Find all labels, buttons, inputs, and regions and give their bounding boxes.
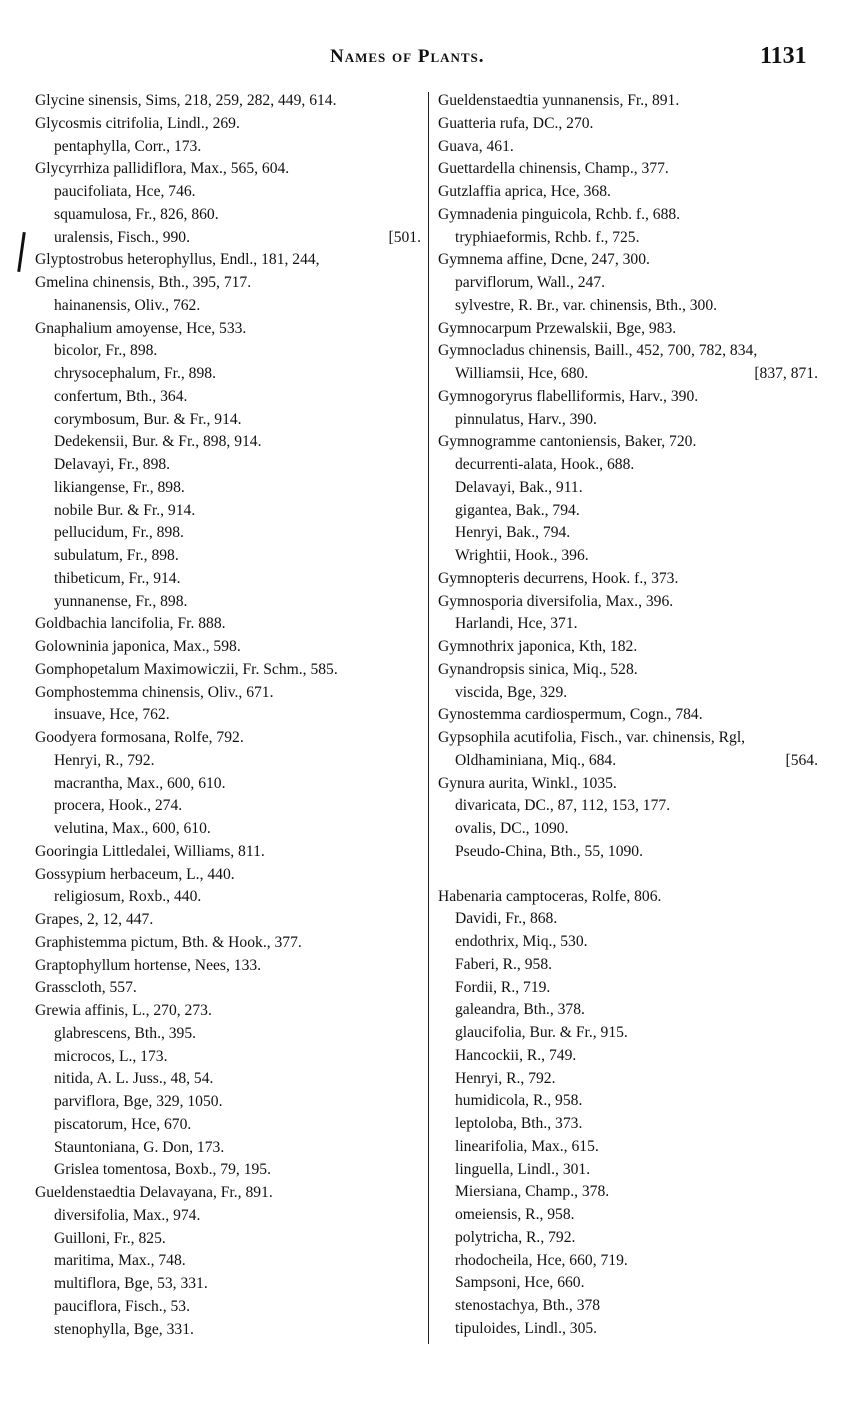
entry-text: religiosum, Roxb., 440. xyxy=(54,888,202,906)
index-subentry xyxy=(35,1296,421,1319)
index-subentry xyxy=(35,704,421,727)
index-subentry xyxy=(35,363,421,386)
entry-text: hainanensis, Oliv., 762. xyxy=(54,296,201,314)
entry-text: squamulosa, Fr., 826, 860. xyxy=(54,205,219,223)
entry-text: Guettardella chinensis, Champ., 377. xyxy=(438,160,669,178)
index-subentry xyxy=(35,1159,421,1182)
index-entry xyxy=(438,158,818,181)
entry-text: Gymnopteris decurrens, Hook. f., 373. xyxy=(438,569,679,587)
entry-text: endothrix, Miq., 530. xyxy=(455,933,588,950)
index-entry xyxy=(35,113,421,136)
entry-text: leptoloba, Bth., 373. xyxy=(455,1115,583,1132)
index-subentry xyxy=(438,908,818,931)
index-subentry xyxy=(438,818,818,841)
index-entry xyxy=(438,249,818,272)
entry-text: Henryi, Bak., 794. xyxy=(455,524,571,542)
index-entry xyxy=(35,727,421,750)
entry-text: Habenaria camptoceras, Rolfe, 806. xyxy=(438,887,662,905)
entry-text: Gymnothrix japonica, Kth, 182. xyxy=(438,638,638,655)
index-entry xyxy=(35,841,421,864)
margin-pencil-mark xyxy=(17,232,26,272)
entry-text: Golowninia japonica, Max., 598. xyxy=(35,638,241,655)
section-gap xyxy=(438,864,818,886)
entry-text: Gomphostemma chinensis, Oliv., 671. xyxy=(35,683,274,701)
index-subentry xyxy=(438,795,818,818)
entry-text: Graphistemma pictum, Bth. & Hook., 377. xyxy=(35,933,302,951)
index-subentry xyxy=(35,522,421,545)
index-subentry xyxy=(35,795,421,818)
entry-text: piscatorum, Hce, 670. xyxy=(54,1115,192,1133)
entry-text: sylvestre, R. Br., var. chinensis, Bth., 300. xyxy=(455,296,718,314)
page-header xyxy=(0,43,850,76)
entry-text: parviflora, Bge, 329, 1050. xyxy=(54,1093,223,1110)
entry-text: Dedekensii, Bur. & Fr., 898, 914. xyxy=(54,433,262,451)
entry-text: pentaphylla, Corr., 173. xyxy=(54,137,202,155)
index-entry xyxy=(438,318,818,341)
continuation-pages: [564. xyxy=(785,751,818,769)
index-subentry xyxy=(35,386,421,409)
index-subentry xyxy=(438,522,818,545)
index-subentry xyxy=(438,613,818,636)
index-subentry xyxy=(438,363,818,386)
index-entry xyxy=(438,727,818,750)
entry-text: Henryi, R., 792. xyxy=(54,751,155,769)
index-subentry xyxy=(35,1273,421,1296)
entry-text: Miersiana, Champ., 378. xyxy=(455,1183,610,1201)
index-subentry xyxy=(35,1046,421,1069)
index-column-left xyxy=(35,90,421,1341)
entry-text: Gypsophila acutifolia, Fisch., var. chinensis, Rgl, xyxy=(438,729,746,746)
entry-text: pauciflora, Fisch., 53. xyxy=(54,1297,190,1315)
entry-text: chrysocephalum, Fr., 898. xyxy=(54,365,216,382)
continuation-pages: [837, 871. xyxy=(754,365,818,382)
entry-text: nitida, A. L. Juss., 48, 54. xyxy=(54,1070,214,1088)
entry-text: decurrenti-alata, Hook., 688. xyxy=(455,456,635,473)
index-subentry xyxy=(438,1113,818,1136)
index-entry xyxy=(438,386,818,409)
index-entry xyxy=(35,158,421,181)
index-subentry xyxy=(438,454,818,477)
entry-text: Gynura aurita, Winkl., 1035. xyxy=(438,774,617,792)
index-subentry xyxy=(438,1318,818,1341)
entry-text: rhodocheila, Hce, 660, 719. xyxy=(455,1251,628,1269)
index-subentry xyxy=(438,477,818,500)
index-entry xyxy=(35,249,421,272)
index-subentry xyxy=(35,477,421,500)
entry-text: Stauntoniana, G. Don, 173. xyxy=(54,1138,225,1156)
index-entry xyxy=(438,90,818,113)
entry-text: macrantha, Max., 600, 610. xyxy=(54,774,226,792)
entry-text: tryphiaeformis, Rchb. f., 725. xyxy=(455,228,640,246)
entry-text: Glycosmis citrifolia, Lindl., 269. xyxy=(35,114,240,132)
index-subentry xyxy=(438,931,818,954)
entry-text: pinnulatus, Harv., 390. xyxy=(455,410,597,428)
index-subentry xyxy=(438,1227,818,1250)
index-subentry xyxy=(438,1272,818,1295)
index-subentry xyxy=(438,1068,818,1091)
entry-text: ovalis, DC., 1090. xyxy=(455,820,569,837)
entry-text: linguella, Lindl., 301. xyxy=(455,1160,591,1178)
entry-text: thibeticum, Fr., 914. xyxy=(54,569,181,587)
entry-text: corymbosum, Bur. & Fr., 914. xyxy=(54,410,242,428)
entry-text: stenophylla, Bge, 331. xyxy=(54,1320,194,1338)
index-subentry xyxy=(438,545,818,568)
entry-text: viscida, Bge, 329. xyxy=(455,683,568,701)
index-entry xyxy=(35,613,421,636)
index-subentry xyxy=(35,431,421,454)
entry-text: Henryi, R., 792. xyxy=(455,1069,556,1087)
index-subentry xyxy=(35,818,421,841)
index-subentry xyxy=(438,1295,818,1318)
entry-text: divaricata, DC., 87, 112, 153, 177. xyxy=(455,797,671,815)
index-entry xyxy=(35,636,421,659)
index-subentry xyxy=(35,409,421,432)
entry-text: Gueldenstaedtia Delavayana, Fr., 891. xyxy=(35,1184,273,1201)
entry-text: gigantea, Bak., 794. xyxy=(455,501,580,519)
entry-text: tipuloides, Lindl., 305. xyxy=(455,1319,598,1337)
index-entry xyxy=(35,864,421,887)
index-subentry xyxy=(438,500,818,523)
index-subentry xyxy=(35,1137,421,1160)
index-subentry xyxy=(35,500,421,523)
entry-text: pellucidum, Fr., 898. xyxy=(54,524,184,542)
index-subentry xyxy=(35,1205,421,1228)
entry-text: maritima, Max., 748. xyxy=(54,1252,186,1270)
running-title: Names of Plants. xyxy=(330,46,485,67)
entry-text: Grewia affinis, L., 270, 273. xyxy=(35,1002,212,1019)
entry-text: Gooringia Littledalei, Williams, 811. xyxy=(35,842,265,860)
continuation-pages: [501. xyxy=(388,228,421,246)
index-subentry xyxy=(438,1181,818,1204)
index-subentry xyxy=(438,1136,818,1159)
entry-text: likiangense, Fr., 898. xyxy=(54,478,185,496)
entry-text: Faberi, R., 958. xyxy=(455,955,553,973)
entry-text: Grasscloth, 557. xyxy=(35,979,137,997)
index-subentry xyxy=(35,1319,421,1342)
entry-text: Gymnosporia diversifolia, Max., 396. xyxy=(438,592,674,610)
entry-text: Wrightii, Hook., 396. xyxy=(455,547,589,564)
entry-text: insuave, Hce, 762. xyxy=(54,706,170,724)
index-subentry xyxy=(438,295,818,318)
index-entry xyxy=(438,113,818,136)
entry-text: Gymnadenia pinguicola, Rchb. f., 688. xyxy=(438,205,681,223)
entry-text: Grislea tomentosa, Boxb., 79, 195. xyxy=(54,1161,271,1179)
entry-text: Gmelina chinensis, Bth., 395, 717. xyxy=(35,274,252,291)
entry-text: Gutzlaffia aprica, Hce, 368. xyxy=(438,183,611,200)
index-subentry xyxy=(438,1022,818,1045)
index-entry xyxy=(35,90,421,113)
entry-text: Gymnogramme cantoniensis, Baker, 720. xyxy=(438,433,697,451)
entry-text: polytricha, R., 792. xyxy=(455,1228,576,1246)
entry-text: uralensis, Fisch., 990. xyxy=(54,228,191,246)
entry-text: nobile Bur. & Fr., 914. xyxy=(54,501,196,519)
entry-text: linearifolia, Max., 615. xyxy=(455,1137,599,1155)
index-entry xyxy=(35,1000,421,1023)
index-subentry xyxy=(438,409,818,432)
index-subentry xyxy=(35,1250,421,1273)
index-subentry xyxy=(35,295,421,318)
entry-text: Gynostemma cardiospermum, Cogn., 784. xyxy=(438,706,703,724)
index-entry xyxy=(35,932,421,955)
index-subentry xyxy=(35,1228,421,1251)
index-subentry xyxy=(35,545,421,568)
index-subentry xyxy=(35,773,421,796)
entry-text: Guatteria rufa, DC., 270. xyxy=(438,114,594,132)
entry-text: Goodyera formosana, Rolfe, 792. xyxy=(35,729,244,746)
entry-text: Gueldenstaedtia yunnanensis, Fr., 891. xyxy=(438,92,680,109)
index-entry xyxy=(438,636,818,659)
entry-text: Glycine sinensis, Sims, 218, 259, 282, 449, 614. xyxy=(35,92,337,109)
index-entry xyxy=(35,272,421,295)
entry-text: Gynandropsis sinica, Miq., 528. xyxy=(438,660,638,678)
entry-text: bicolor, Fr., 898. xyxy=(54,342,158,360)
index-subentry xyxy=(438,1204,818,1227)
index-entry xyxy=(35,1182,421,1205)
index-subentry xyxy=(35,591,421,614)
entry-text: Fordii, R., 719. xyxy=(455,978,551,996)
index-subentry xyxy=(35,568,421,591)
index-entry xyxy=(438,340,818,363)
entry-text: glabrescens, Bth., 395. xyxy=(54,1024,197,1042)
entry-text: yunnanense, Fr., 898. xyxy=(54,592,188,610)
index-subentry xyxy=(438,1090,818,1113)
entry-text: Graptophyllum hortense, Nees, 133. xyxy=(35,956,262,974)
entry-text: multiflora, Bge, 53, 331. xyxy=(54,1275,208,1292)
entry-text: Delavayi, Bak., 911. xyxy=(455,478,583,496)
entry-text: Pseudo-China, Bth., 55, 1090. xyxy=(455,842,643,860)
index-subentry xyxy=(35,227,421,250)
entry-text: Goldbachia lancifolia, Fr. 888. xyxy=(35,615,226,633)
entry-text: confertum, Bth., 364. xyxy=(54,387,188,405)
entry-text: Oldhaminiana, Miq., 684. xyxy=(455,751,617,769)
index-subentry xyxy=(438,954,818,977)
index-subentry xyxy=(438,999,818,1022)
entry-text: velutina, Max., 600, 610. xyxy=(54,820,211,837)
entry-text: paucifoliata, Hce, 746. xyxy=(54,183,196,200)
index-subentry xyxy=(35,750,421,773)
entry-text: Grapes, 2, 12, 447. xyxy=(35,911,154,928)
entry-text: Williamsii, Hce, 680. xyxy=(455,365,589,382)
entry-text: procera, Hook., 274. xyxy=(54,797,183,815)
index-entry xyxy=(438,431,818,454)
index-subentry xyxy=(438,1250,818,1273)
index-entry xyxy=(438,181,818,204)
entry-text: Davidi, Fr., 868. xyxy=(455,910,558,928)
index-entry xyxy=(438,886,818,909)
entry-text: omeiensis, R., 958. xyxy=(455,1206,575,1223)
index-subentry xyxy=(438,1045,818,1068)
entry-text: Guilloni, Fr., 825. xyxy=(54,1229,166,1247)
index-subentry xyxy=(438,977,818,1000)
entry-text: Gymnocarpum Przewalskii, Bge, 983. xyxy=(438,319,677,337)
index-subentry xyxy=(35,886,421,909)
index-entry xyxy=(438,568,818,591)
index-subentry xyxy=(438,272,818,295)
index-entry xyxy=(35,318,421,341)
entry-text: diversifolia, Max., 974. xyxy=(54,1206,201,1224)
index-entry xyxy=(35,909,421,932)
entry-text: Glyptostrobus heterophyllus, Endl., 181, 244, xyxy=(35,251,320,269)
entry-text: Harlandi, Hce, 371. xyxy=(455,615,578,633)
index-subentry xyxy=(438,227,818,250)
index-subentry xyxy=(35,1091,421,1114)
index-subentry xyxy=(35,204,421,227)
entry-text: Gymnema affine, Dcne, 247, 300. xyxy=(438,251,650,269)
entry-text: Gymnocladus chinensis, Baill., 452, 700, 782, 834, xyxy=(438,342,758,360)
page-number: 1131 xyxy=(760,43,807,69)
entry-text: Guava, 461. xyxy=(438,137,514,155)
index-subentry xyxy=(35,181,421,204)
index-subentry xyxy=(35,1023,421,1046)
entry-text: glaucifolia, Bur. & Fr., 915. xyxy=(455,1024,628,1041)
index-entry xyxy=(438,136,818,159)
column-divider xyxy=(428,92,429,1344)
index-subentry xyxy=(35,454,421,477)
entry-text: Delavayi, Fr., 898. xyxy=(54,456,171,473)
index-entry xyxy=(35,659,421,682)
entry-text: Gnaphalium amoyense, Hce, 533. xyxy=(35,319,247,337)
index-subentry xyxy=(35,136,421,159)
entry-text: galeandra, Bth., 378. xyxy=(455,1001,585,1019)
index-subentry xyxy=(35,340,421,363)
entry-text: Sampsoni, Hce, 660. xyxy=(455,1274,585,1292)
entry-text: Hancockii, R., 749. xyxy=(455,1046,577,1064)
entry-text: microcos, L., 173. xyxy=(54,1047,168,1065)
entry-text: Gymnogoryrus flabelliformis, Harv., 390. xyxy=(438,387,699,405)
index-column-right xyxy=(438,90,818,1341)
entry-text: Gomphopetalum Maximowiczii, Fr. Schm., 585. xyxy=(35,660,338,678)
index-entry xyxy=(35,977,421,1000)
index-subentry xyxy=(438,841,818,864)
index-entry xyxy=(438,773,818,796)
entry-text: humidicola, R., 958. xyxy=(455,1092,583,1110)
entry-text: stenostachya, Bth., 378 xyxy=(455,1297,601,1314)
index-subentry xyxy=(438,1159,818,1182)
index-entry xyxy=(438,704,818,727)
index-entry xyxy=(438,659,818,682)
entry-text: Glycyrrhiza pallidiflora, Max., 565, 604. xyxy=(35,160,290,178)
index-subentry xyxy=(438,682,818,705)
index-entry xyxy=(35,955,421,978)
index-entry xyxy=(35,682,421,705)
index-entry xyxy=(438,591,818,614)
entry-text: subulatum, Fr., 898. xyxy=(54,547,179,564)
index-subentry xyxy=(438,750,818,773)
index-entry xyxy=(438,204,818,227)
entry-text: Gossypium herbaceum, L., 440. xyxy=(35,865,235,883)
index-subentry xyxy=(35,1068,421,1091)
index-subentry xyxy=(35,1114,421,1137)
entry-text: parviflorum, Wall., 247. xyxy=(455,274,606,291)
